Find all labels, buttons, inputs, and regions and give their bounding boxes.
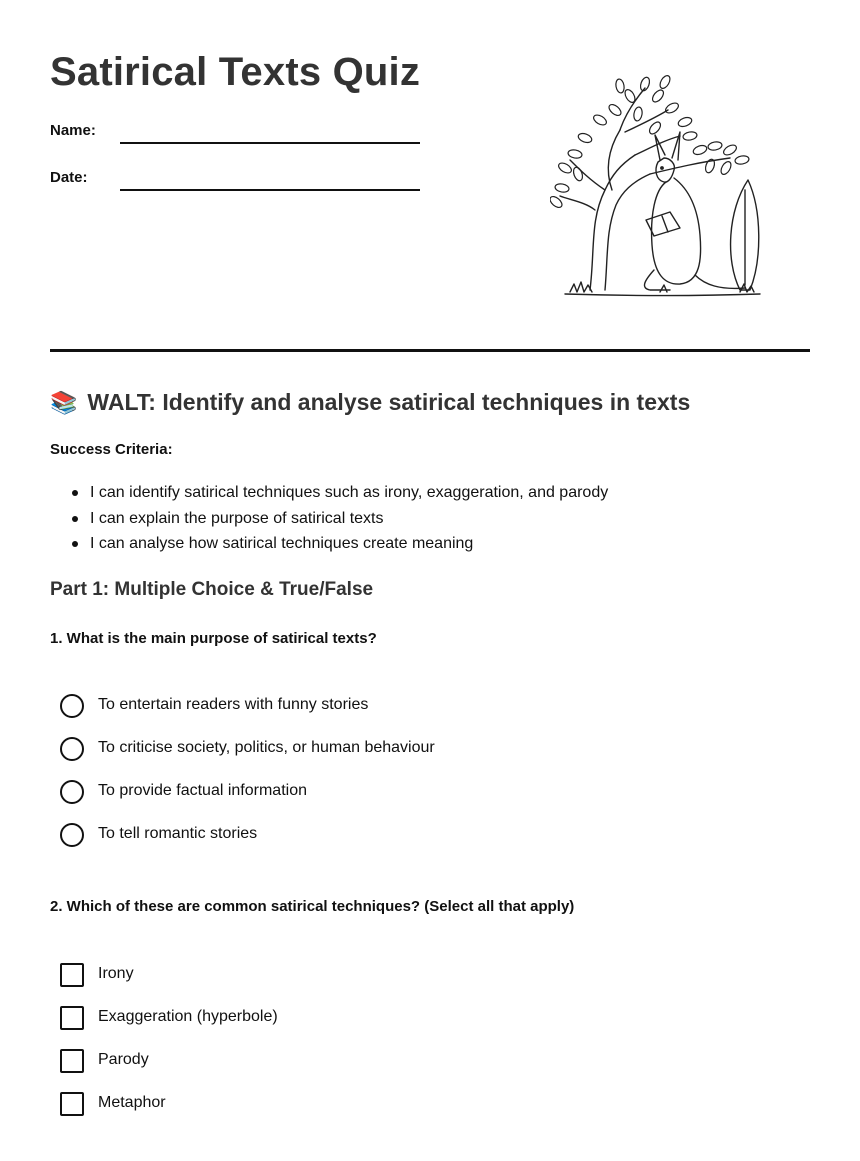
checkbox[interactable] — [60, 1049, 84, 1073]
criteria-item — [50, 508, 608, 534]
bullet-icon — [72, 490, 78, 496]
radio-button[interactable] — [60, 823, 84, 847]
option-label: Metaphor — [98, 1094, 166, 1111]
success-criteria-title: Success Criteria: — [50, 441, 173, 458]
option-label: To criticise society, politics, or human behaviour — [98, 739, 435, 756]
date-line[interactable] — [120, 177, 420, 191]
option[interactable] — [60, 694, 435, 737]
option-label: Irony — [98, 965, 134, 982]
option[interactable] — [60, 963, 278, 1006]
question-2-text: 2. Which of these are common satirical techniques? (Select all that apply) — [50, 898, 575, 915]
criteria-text: I can analyse how satirical techniques create meaning — [90, 535, 474, 552]
option-label: Exaggeration (hyperbole) — [98, 1008, 278, 1025]
bullet-icon — [72, 541, 78, 547]
criteria-item — [50, 482, 608, 508]
walt-heading — [50, 389, 690, 416]
criteria-text: I can explain the purpose of satirical texts — [90, 509, 384, 527]
option[interactable] — [60, 737, 435, 780]
part-1-title: Part 1: Multiple Choice & True/False — [50, 579, 374, 600]
question-2-options — [60, 963, 278, 1135]
option[interactable] — [60, 1092, 278, 1135]
criteria-text: I can identify satirical techniques such as irony, exaggeration, and parody — [90, 484, 609, 501]
option[interactable] — [60, 823, 435, 866]
books-icon: 📚 — [50, 389, 78, 415]
kangaroo-reading-under-tree-illustration — [550, 70, 770, 300]
question-1-text: 1. What is the main purpose of satirical texts? — [50, 630, 377, 647]
name-line[interactable] — [120, 130, 420, 144]
question-1-options — [60, 694, 435, 866]
quiz-header — [50, 50, 810, 310]
option[interactable] — [60, 1049, 278, 1092]
page-title: Satirical Texts Quiz — [50, 50, 421, 94]
radio-button[interactable] — [60, 694, 84, 718]
success-criteria-list — [50, 482, 608, 559]
date-label: Date: — [50, 169, 88, 186]
radio-button[interactable] — [60, 780, 84, 804]
option-label: To tell romantic stories — [98, 825, 258, 842]
section-divider — [50, 349, 810, 352]
option-label: To provide factual information — [98, 782, 307, 799]
criteria-item — [50, 533, 608, 559]
bullet-icon — [72, 516, 78, 522]
radio-button[interactable] — [60, 737, 84, 761]
option-label: To entertain readers with funny stories — [98, 696, 369, 713]
option[interactable] — [60, 780, 435, 823]
option-label: Parody — [98, 1051, 149, 1068]
checkbox[interactable] — [60, 963, 84, 987]
option[interactable] — [60, 1006, 278, 1049]
checkbox[interactable] — [60, 1092, 84, 1116]
name-label: Name: — [50, 122, 96, 139]
checkbox[interactable] — [60, 1006, 84, 1030]
walt-text: WALT: Identify and analyse satirical techniques in texts — [87, 389, 691, 415]
